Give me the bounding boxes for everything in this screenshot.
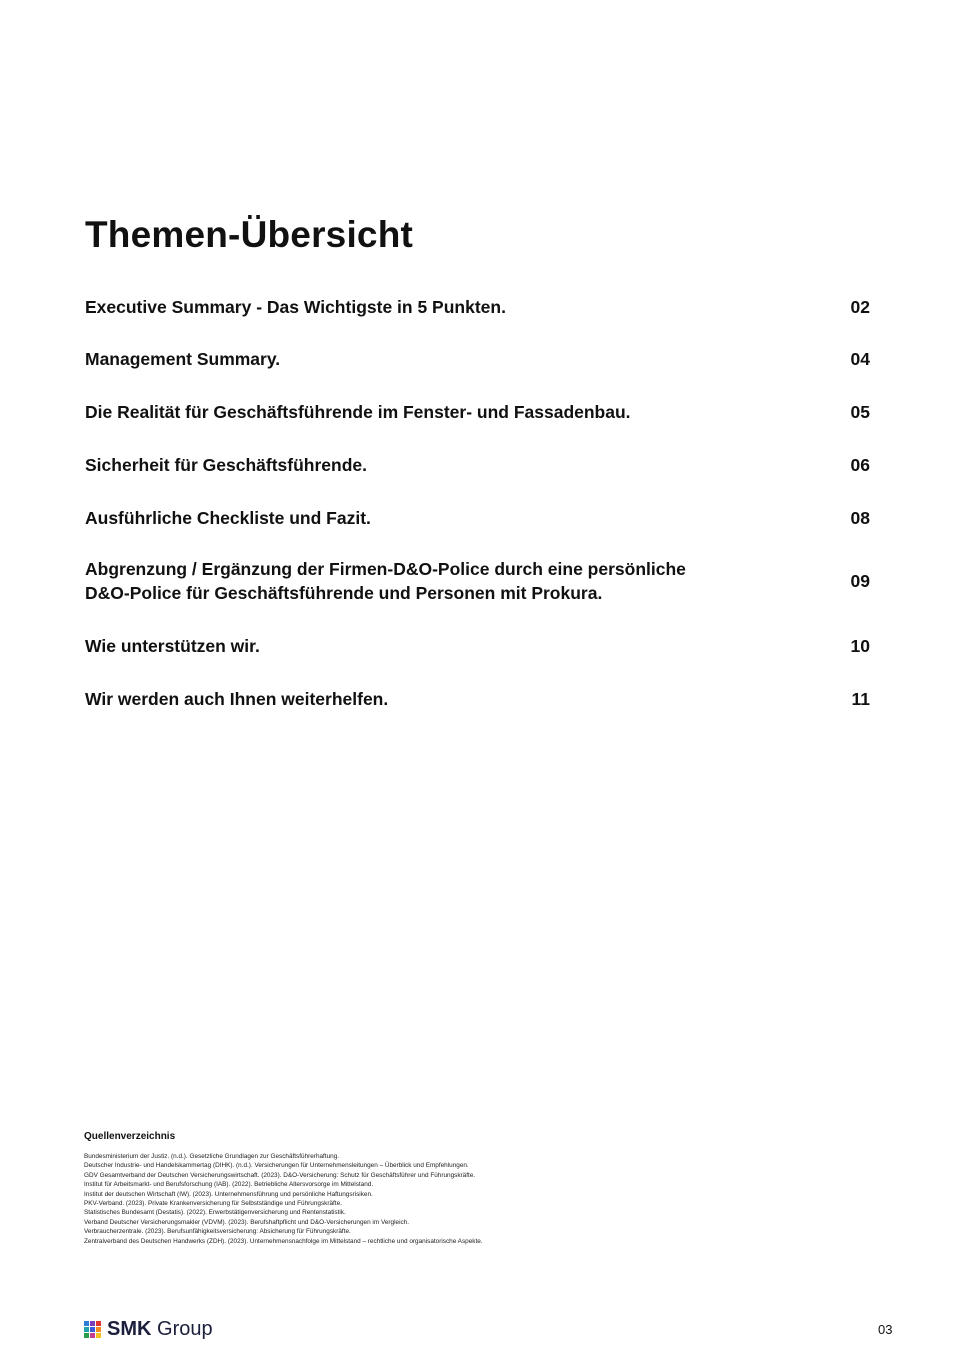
source-item: PKV-Verband. (2023). Private Krankenversicherung für Selbstständige und Führungskräfte. (84, 1200, 342, 1208)
company-logo (84, 1318, 213, 1340)
toc-entry-page: 09 (850, 571, 870, 591)
toc-entry[interactable] (85, 506, 870, 530)
logo-grid-square (84, 1321, 89, 1326)
source-item: Zentralverband des Deutschen Handwerks (ZDH). (2023). Unternehmensnachfolge im Mittelstand – rechtliche und organisatorische Aspekte. (84, 1237, 483, 1245)
source-item: Institut für Arbeitsmarkt- und Berufsforschung (IAB). (2022). Betriebliche Altersvorsorge im Mittelstand. (84, 1181, 374, 1189)
sources-heading: Quellenverzeichnis (84, 1131, 176, 1142)
toc-entry[interactable] (85, 347, 870, 371)
toc-entry-title: Die Realität für Geschäftsführende im Fenster- und Fassadenbau. (85, 402, 631, 422)
toc-entry[interactable] (85, 400, 870, 424)
colored-grid-icon (84, 1321, 101, 1338)
logo-grid-square (90, 1333, 95, 1338)
source-item: Institut der deutschen Wirtschaft (IW). (2023). Unternehmensführung und persönliche Haftungsrisiken. (84, 1190, 373, 1198)
source-item: Bundesministerium der Justiz. (n.d.). Gesetzliche Grundlagen zur Geschäftsführerhaftung. (84, 1153, 340, 1160)
logo-grid-square (96, 1327, 101, 1332)
logo-wordmark (107, 1318, 213, 1340)
source-item: Verbraucherzentrale. (2023). Berufsunfähigkeitsversicherung: Absicherung für Führungskräfte. (84, 1228, 351, 1236)
toc-entry[interactable] (85, 557, 870, 605)
toc-entry-page: 05 (850, 402, 870, 422)
toc-entry-page: 08 (850, 508, 870, 528)
toc-entry-title: Wie unterstützen wir. (85, 636, 260, 656)
source-item: Verband Deutscher Versicherungsmakler (VDVM). (2023). Berufshaftpflicht und D&O-Versicherungen im Vergleich. (84, 1218, 410, 1226)
source-item: GDV Gesamtverband der Deutschen Versicherungswirtschaft. (2023). D&O-Versicherung: Schutz für Geschäftsführer und Führungskräfte. (84, 1171, 476, 1179)
toc-entry[interactable] (85, 634, 870, 658)
toc-entry-page: 11 (851, 689, 870, 709)
logo-grid-square (90, 1321, 95, 1326)
toc-entry[interactable] (85, 453, 870, 477)
toc-entry[interactable] (85, 687, 870, 711)
toc-entry-page: 06 (850, 455, 870, 475)
logo-wordmark-rest: Group (151, 1318, 213, 1340)
logo-grid-square (84, 1333, 89, 1338)
source-item: Deutscher Industrie- und Handelskammertag (DIHK). (n.d.). Versicherungen für Unternehmensleitungen – Überblick und Empfehlungen. (84, 1162, 469, 1170)
toc-entry-title: Management Summary. (85, 349, 281, 369)
toc-entry-title: Sicherheit für Geschäftsführende. (85, 455, 368, 475)
logo-grid-square (96, 1321, 101, 1326)
toc-entry[interactable] (85, 295, 870, 319)
toc-entry-page: 10 (850, 636, 870, 656)
toc-entry-title: Wir werden auch Ihnen weiterhelfen. (85, 689, 389, 709)
sources-section (84, 1130, 804, 1246)
source-item: Statistisches Bundesamt (Destatis). (2022). Erwerbstätigenversicherung und Rentenstatistik. (84, 1209, 346, 1217)
logo-grid-square (96, 1333, 101, 1338)
sources-list (84, 1152, 804, 1246)
page-number: 03 (878, 1322, 893, 1337)
logo-grid-square (84, 1327, 89, 1332)
page-title: Themen-Übersicht (85, 214, 414, 255)
toc-entry-title: Abgrenzung / Ergänzung der Firmen-D&O-Police durch eine persönliche D&O-Police für Geschäftsführende und Personen mit Prokura. (85, 559, 686, 603)
toc-entry-title: Ausführliche Checkliste und Fazit. (85, 508, 371, 528)
toc-entry-title: Executive Summary - Das Wichtigste in 5 Punkten. (85, 297, 506, 317)
logo-grid-square (90, 1327, 95, 1332)
logo-wordmark-bold: SMK (107, 1318, 152, 1340)
toc-entry-page: 04 (850, 349, 870, 369)
toc-entry-page: 02 (850, 297, 870, 317)
